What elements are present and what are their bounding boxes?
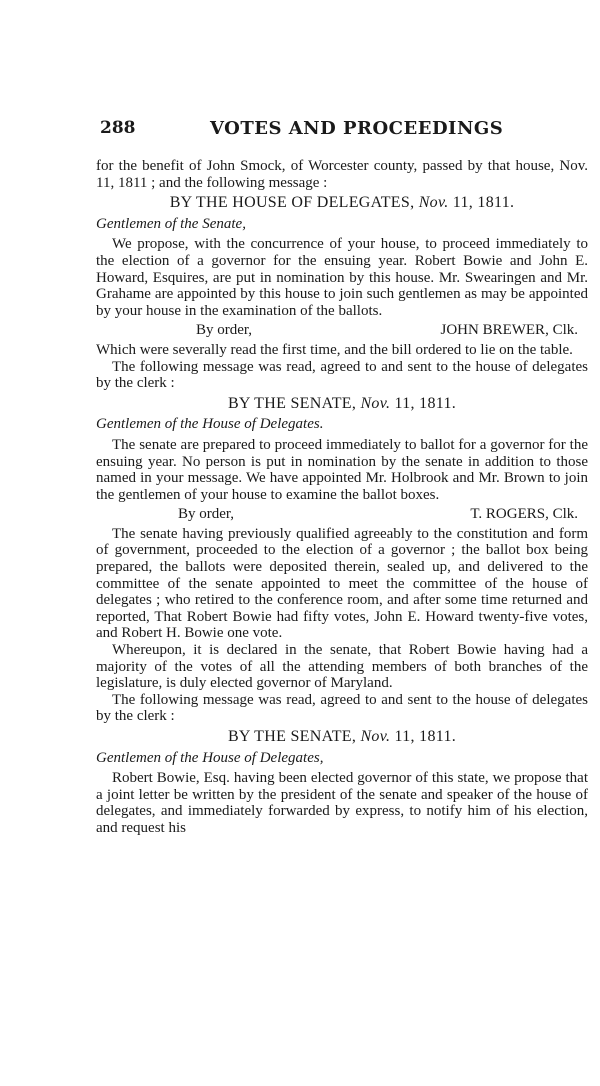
caption-month: Nov. — [418, 194, 449, 212]
signature-by-order: By order, — [178, 506, 235, 523]
paragraph: for the benefit of John Smock, of Worcester county, passed by that house, Nov. 11, 1811 ; and the following message : — [96, 158, 588, 191]
caption-date: 11, 1811. — [448, 194, 515, 212]
page-number: 288 — [100, 118, 136, 138]
caption-heading: BY THE SENATE, — [227, 394, 357, 412]
running-header — [100, 118, 504, 148]
message-caption — [96, 396, 588, 413]
message-caption — [96, 729, 588, 746]
paragraph: The following message was read, agreed to and sent to the house of delegates by the clerk : — [96, 358, 588, 392]
signature-line — [96, 506, 588, 523]
paragraph: Which were severally read the first time, and the bill ordered to lie on the table. — [96, 341, 573, 358]
paragraph: We propose, with the concurrence of your house, to proceed immediately to the election of a governor for the ensuing year. Robert Bowie and John E. Howard, Esquires, are put in nomination by this house. Mr. Swearingen and Mr. Grahame are appointed by this house to join such gentlemen as may be appointed by your house in the examination of the ballots. — [96, 236, 588, 319]
caption-heading: BY THE HOUSE OF DELEGATES, — [169, 194, 415, 212]
signature-name: JOHN BREWER, Clk. — [440, 322, 578, 339]
salutation: Gentlemen of the House of Delegates. — [96, 416, 324, 433]
paragraph: The senate are prepared to proceed immediately to ballot for a governor for the ensuing year. No person is put in nomination by the senate in addition to those named in your message. We have appointed Mr. Holbrook and Mr. Brown to join the gentlemen of your house to examine the ballot boxes. — [96, 436, 588, 503]
paragraph: Robert Bowie, Esq. having been elected governor of this state, we propose that a joint letter be written by the president of the senate and speaker of the house of delegates, and immediately forwarded by express, to notify him of his election, and request his — [96, 770, 588, 836]
running-title: VOTES AND PROCEEDINGS — [210, 118, 504, 139]
salutation: Gentlemen of the Senate, — [96, 215, 246, 232]
message-caption — [96, 195, 588, 212]
paragraph: The following message was read, agreed to and sent to the house of delegates by the clerk : — [96, 691, 588, 725]
caption-date: 11, 1811. — [390, 728, 457, 745]
paragraph: The senate having previously qualified agreeably to the constitution and form of government, proceeded to the election of a governor ; the ballot box being prepared, the ballots were deposited therein, sealed up, and delivered to the committee of the senate appointed to meet the committee of the house of delegates ; who retired to the conference room, and after some time returned and reported, That Robert Bowie had fifty votes, John E. Howard twenty-five votes, and Robert H. Bowie one vote. — [96, 525, 588, 642]
salutation: Gentlemen of the House of Delegates, — [96, 749, 324, 766]
signature-line — [96, 322, 588, 339]
signature-by-order: By order, — [196, 322, 253, 339]
paragraph: Whereupon, it is declared in the senate, that Robert Bowie having had a majority of the votes of all the attending members of both branches of the legislature, is duly elected governor of Maryland. — [96, 642, 588, 692]
document-body — [96, 158, 588, 837]
caption-month: Nov. — [360, 394, 391, 412]
caption-heading: BY THE SENATE, — [227, 728, 357, 745]
caption-month: Nov. — [360, 728, 391, 745]
caption-date: 11, 1811. — [390, 394, 457, 412]
signature-name: T. ROGERS, Clk. — [470, 506, 578, 523]
